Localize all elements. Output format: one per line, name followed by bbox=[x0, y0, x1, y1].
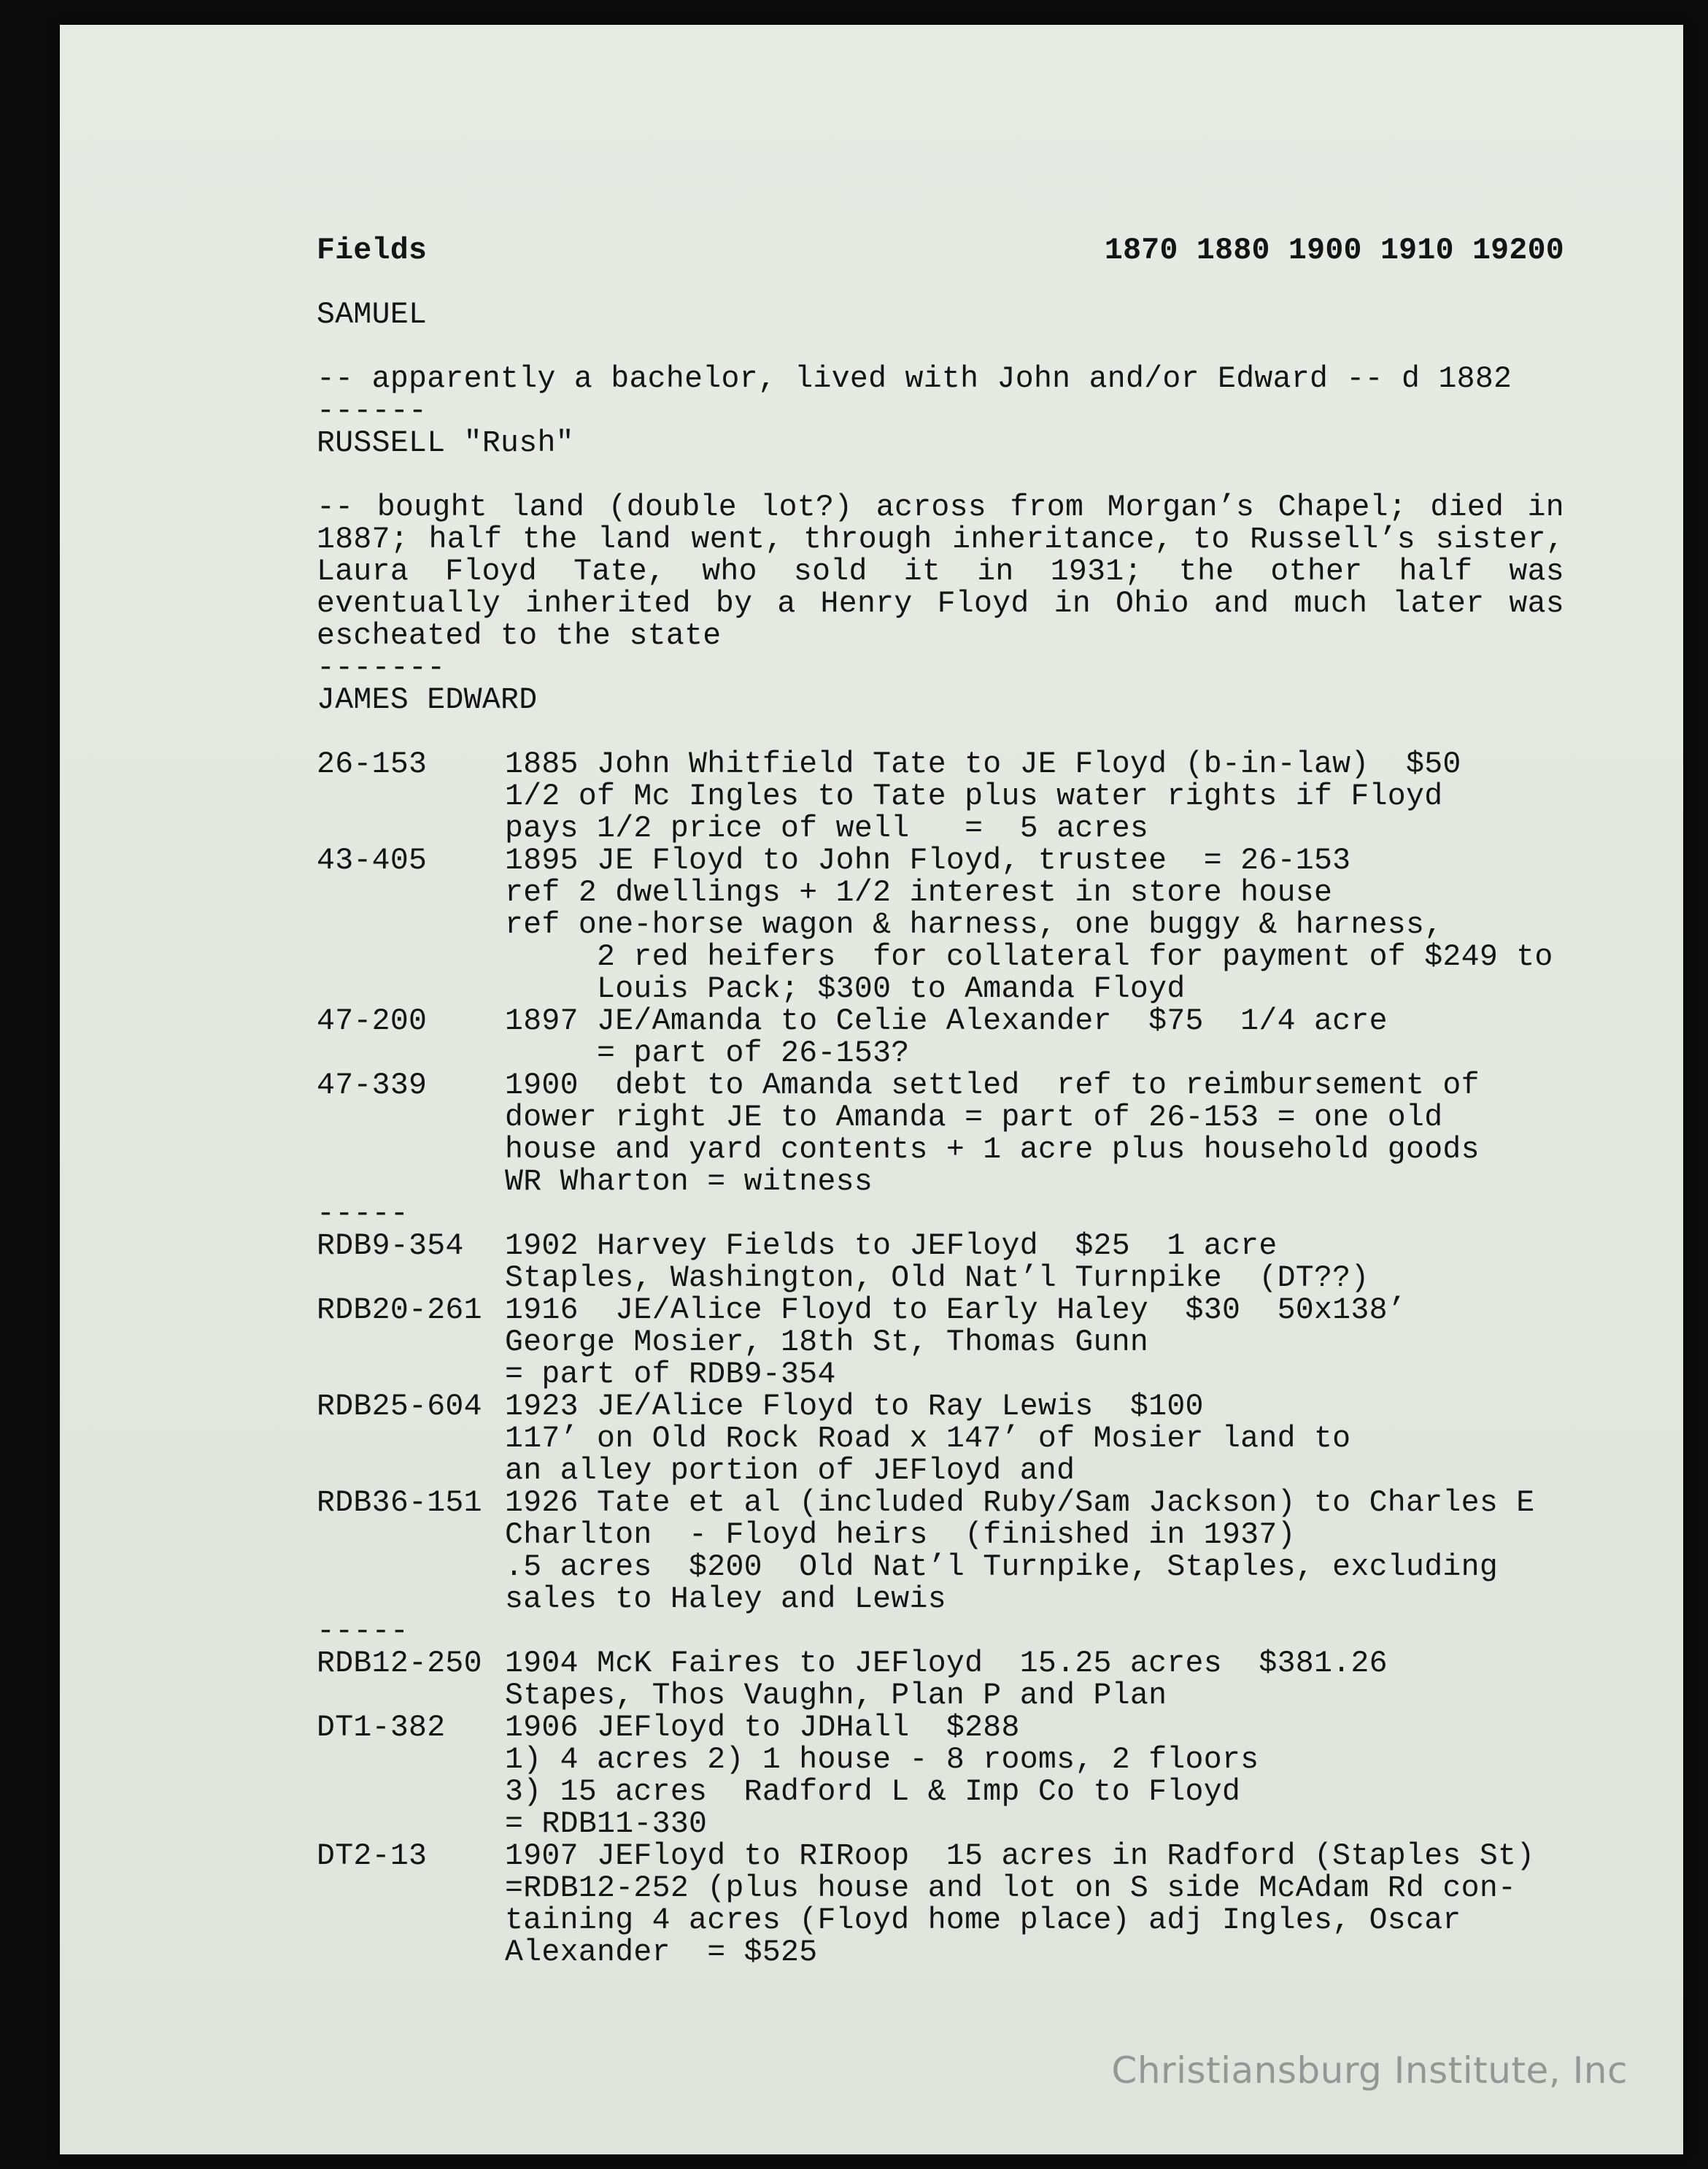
deed-reference: 47-339 bbox=[317, 1068, 428, 1103]
deed-entry bbox=[317, 749, 1564, 845]
deed-entry bbox=[317, 1648, 1564, 1712]
deed-line: .5 acres $200 Old Nat’l Turnpike, Staples, excluding bbox=[505, 1550, 1499, 1584]
deed-line: George Mosier, 18th St, Thomas Gunn bbox=[505, 1325, 1149, 1360]
deed-line: 1906 JEFloyd to JDHall $288 bbox=[505, 1711, 1020, 1745]
deed-line: ref one-horse wagon & harness, one buggy & harness, bbox=[505, 908, 1443, 942]
deed-entry bbox=[317, 1712, 1564, 1841]
deed-line: an alley portion of JEFloyd and bbox=[505, 1454, 1075, 1488]
deed-description bbox=[505, 1841, 1564, 1969]
deed-line: Alexander = $525 bbox=[505, 1935, 818, 1970]
deed-reference: DT2-13 bbox=[317, 1839, 428, 1873]
deed-line: taining 4 acres (Floyd home place) adj Ingles, Oscar bbox=[505, 1903, 1461, 1938]
deed-line: sales to Haley and Lewis bbox=[505, 1582, 946, 1617]
deed-entry bbox=[317, 845, 1564, 1006]
deed-line: dower right JE to Amanda = part of 26-153 = one old bbox=[505, 1101, 1443, 1135]
deed-description bbox=[505, 1712, 1564, 1841]
deed-description bbox=[505, 1070, 1564, 1198]
section-rule: ------ bbox=[317, 394, 428, 428]
deed-reference: RDB20-261 bbox=[317, 1293, 482, 1328]
deed-line: Louis Pack; $300 to Amanda Floyd bbox=[505, 972, 1186, 1006]
deed-reference: DT1-382 bbox=[317, 1711, 446, 1745]
section-rule: ----- bbox=[317, 1197, 409, 1231]
russell-note bbox=[317, 492, 1564, 652]
deed-entry bbox=[317, 1295, 1564, 1391]
deed-description bbox=[505, 1295, 1564, 1391]
deed-description bbox=[505, 749, 1564, 845]
deed-description bbox=[505, 1391, 1564, 1487]
deed-list-1 bbox=[317, 749, 1564, 1198]
deed-line: Charlton - Floyd heirs (finished in 1937) bbox=[505, 1518, 1296, 1552]
deed-entry bbox=[317, 1230, 1564, 1295]
section-rule: ----- bbox=[317, 1614, 409, 1649]
deed-description bbox=[505, 845, 1564, 1006]
deed-line: ref 2 dwellings + 1/2 interest in store house bbox=[505, 876, 1333, 910]
deed-line: 1926 Tate et al (included Ruby/Sam Jackson) to Charles E bbox=[505, 1486, 1535, 1520]
watermark: Christiansburg Institute, Inc bbox=[1111, 2049, 1628, 2092]
deed-description bbox=[505, 1648, 1564, 1712]
person-name-samuel: SAMUEL bbox=[317, 298, 428, 332]
deed-entry bbox=[317, 1841, 1564, 1969]
deed-line: Staples, Washington, Old Nat’l Turnpike (DT??) bbox=[505, 1261, 1369, 1295]
deed-line: 1885 John Whitfield Tate to JE Floyd (b-in-law) $50 bbox=[505, 747, 1461, 782]
deed-entry bbox=[317, 1070, 1564, 1198]
russell-note-line: -- bought land (double lot?) across from Morgan’s Chapel; died in bbox=[317, 490, 1564, 525]
deed-entry bbox=[317, 1006, 1564, 1070]
deed-description bbox=[505, 1230, 1564, 1295]
deed-entry bbox=[317, 1391, 1564, 1487]
document-page bbox=[60, 25, 1683, 2154]
census-years: 1870 1880 1900 1910 19200 bbox=[1104, 234, 1564, 268]
deed-reference: RDB25-604 bbox=[317, 1390, 482, 1424]
deed-line: =RDB12-252 (plus house and lot on S side McAdam Rd con- bbox=[505, 1871, 1517, 1906]
deed-line: 3) 15 acres Radford L & Imp Co to Floyd bbox=[505, 1775, 1241, 1809]
deed-line: 1897 JE/Amanda to Celie Alexander $75 1/4 acre bbox=[505, 1004, 1388, 1039]
deed-description bbox=[505, 1006, 1564, 1070]
deed-line: 1900 debt to Amanda settled ref to reimbursement of bbox=[505, 1068, 1480, 1103]
section-rule: ------- bbox=[317, 651, 446, 685]
deed-line: pays 1/2 price of well = 5 acres bbox=[505, 812, 1149, 846]
deed-reference: 43-405 bbox=[317, 844, 428, 878]
deed-line: 1/2 of Mc Ingles to Tate plus water rights if Floyd bbox=[505, 779, 1443, 814]
deed-line: 1923 JE/Alice Floyd to Ray Lewis $100 bbox=[505, 1390, 1204, 1424]
deed-line: 2 red heifers for collateral for payment of $249 to bbox=[505, 940, 1553, 974]
deed-line: house and yard contents + 1 acre plus household goods bbox=[505, 1133, 1480, 1167]
deed-line: 1) 4 acres 2) 1 house - 8 rooms, 2 floors bbox=[505, 1743, 1259, 1777]
deed-line: 1904 McK Faires to JEFloyd 15.25 acres $381.26 bbox=[505, 1646, 1388, 1681]
document-header bbox=[317, 235, 1564, 267]
deed-line: WR Wharton = witness bbox=[505, 1165, 873, 1199]
deed-reference: RDB12-250 bbox=[317, 1646, 482, 1681]
deed-entry bbox=[317, 1487, 1564, 1616]
deed-line: = part of 26-153? bbox=[505, 1036, 910, 1071]
russell-note-line: eventually inherited by a Henry Floyd in Ohio and much later was bbox=[317, 587, 1564, 621]
russell-note-line: Laura Floyd Tate, who sold it in 1931; the other half was bbox=[317, 555, 1564, 589]
family-title: Fields bbox=[317, 234, 428, 268]
deed-reference: RDB36-151 bbox=[317, 1486, 482, 1520]
samuel-note: -- apparently a bachelor, lived with John and/or Edward -- d 1882 bbox=[317, 362, 1512, 396]
deed-line: 117’ on Old Rock Road x 147’ of Mosier land to bbox=[505, 1422, 1351, 1456]
deed-line: = part of RDB9-354 bbox=[505, 1357, 836, 1392]
russell-note-line: 1887; half the land went, through inheritance, to Russell’s sister, bbox=[317, 523, 1564, 557]
deed-line: 1895 JE Floyd to John Floyd, trustee = 26-153 bbox=[505, 844, 1351, 878]
deed-list-2 bbox=[317, 1230, 1564, 1616]
person-name-russell: RUSSELL "Rush" bbox=[317, 426, 574, 461]
russell-note-line: escheated to the state bbox=[317, 619, 722, 653]
deed-line: Stapes, Thos Vaughn, Plan P and Plan bbox=[505, 1679, 1167, 1713]
deed-line: = RDB11-330 bbox=[505, 1807, 708, 1841]
deed-reference: 26-153 bbox=[317, 747, 428, 782]
deed-reference: RDB9-354 bbox=[317, 1229, 464, 1263]
deed-description bbox=[505, 1487, 1564, 1616]
deed-line: 1916 JE/Alice Floyd to Early Haley $30 50x138’ bbox=[505, 1293, 1406, 1328]
deed-line: 1902 Harvey Fields to JEFloyd $25 1 acre bbox=[505, 1229, 1278, 1263]
document-content bbox=[317, 235, 1564, 1969]
deed-list-3 bbox=[317, 1648, 1564, 1969]
person-name-james-edward: JAMES EDWARD bbox=[317, 683, 538, 717]
deed-reference: 47-200 bbox=[317, 1004, 428, 1039]
deed-line: 1907 JEFloyd to RIRoop 15 acres in Radford (Staples St) bbox=[505, 1839, 1535, 1873]
